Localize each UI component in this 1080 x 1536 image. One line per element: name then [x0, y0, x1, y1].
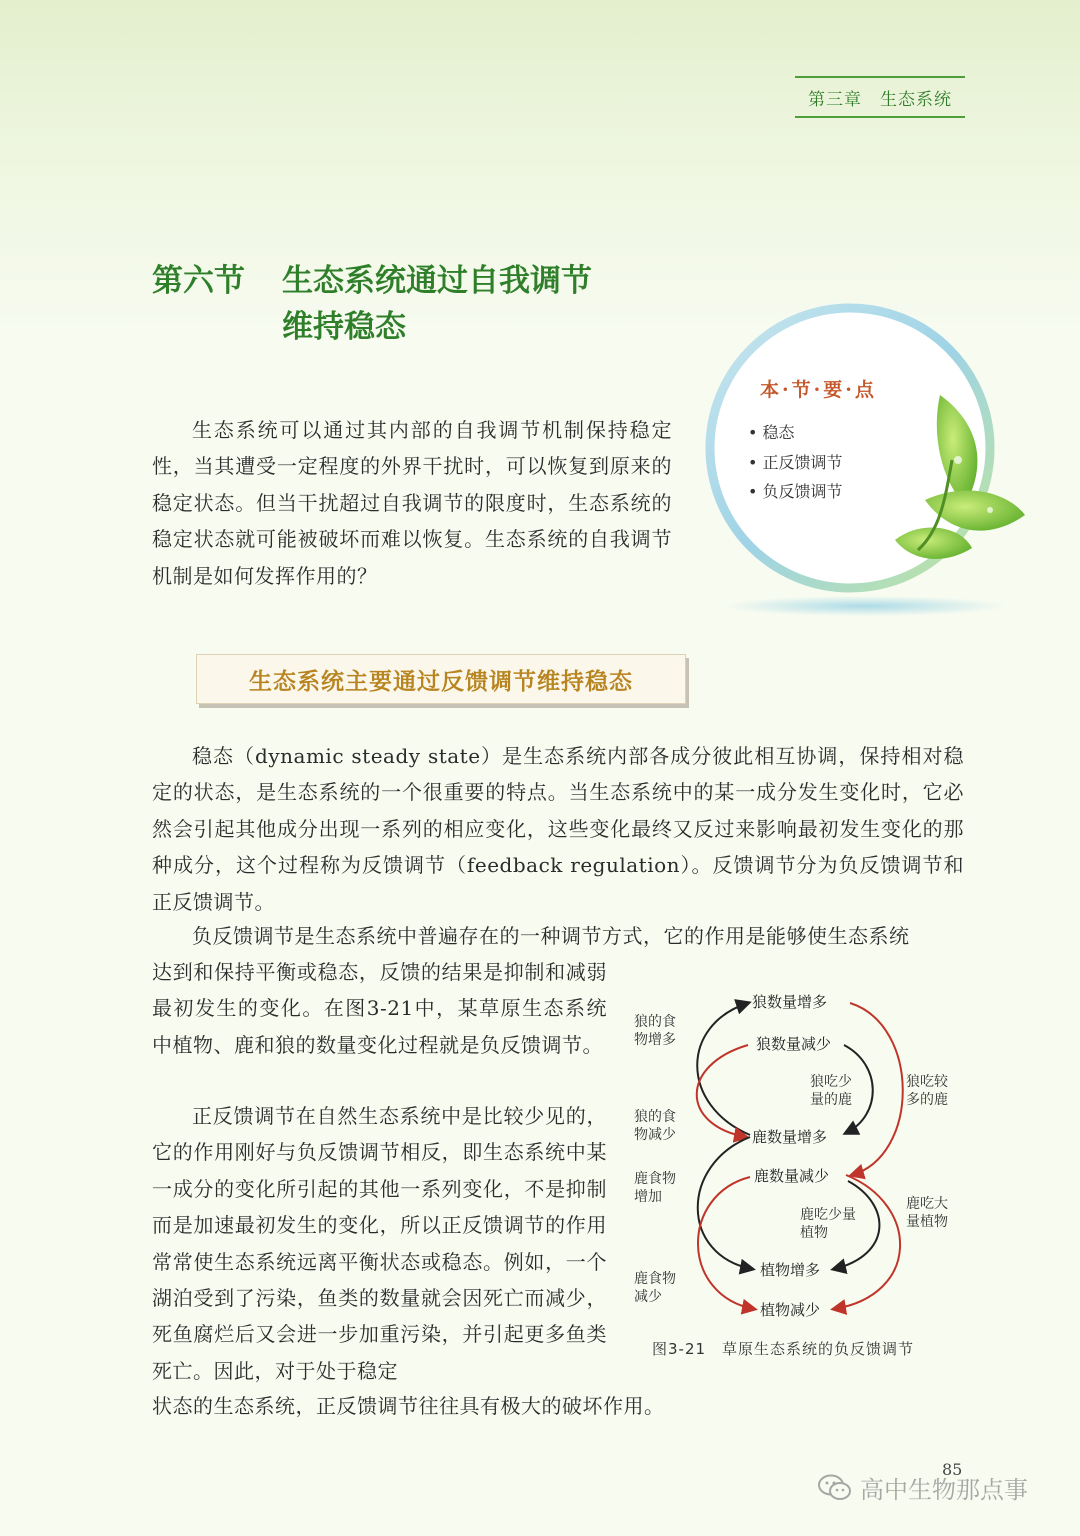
label-wolf-eat-less: 狼吃少: [810, 1074, 852, 1090]
watermark-text: 高中生物那点事: [860, 1476, 1028, 1504]
node-plant-up: 植物增多: [760, 1261, 821, 1279]
node-deer-up: 鹿数量增多: [752, 1128, 828, 1146]
key-points-graphic: [690, 300, 1050, 630]
key-point-item: • 正反馈调节: [748, 448, 843, 478]
label-deer-food-down: 鹿食物: [634, 1271, 676, 1287]
paragraph-steady-state: 稳态（dynamic steady state）是生态系统内部各成分彼此相互协调，保持相对稳定的状态，是生态系统的一个很重要的特点。当生态系统中的某一成分发生变化时，它必然会引起其他成分出现一系列的相应变化，这些变化最终又反过来影响最初发生变化的那种成分，这个过程称为反馈调节（feedback regulation）。反馈调节分为负反馈调节和正反馈调节。: [152, 744, 964, 914]
label-deer-eat-less: 鹿吃少量: [800, 1207, 856, 1223]
label-wolf-food-down-2: 物减少: [634, 1127, 676, 1143]
paragraph-positive-feedback: 正反馈调节在自然生态系统中是比较少见的，它的作用刚好与负反馈调节相反，即生态系统中某一成分的变化所引起的其他一系列变化，不是抑制而是加速最初发生的变化，所以正反馈调节的作用常常使生态系统远离平衡状态或稳态。例如，一个湖泊受到了污染，鱼类的数量就会因死亡而减少，死鱼腐烂后又会进一步加重污染，并引起更多鱼类死亡。因此，对于处于稳定: [152, 1104, 607, 1383]
paragraph-negative-feedback: 达到和保持平衡或稳态，反馈的结果是抑制和减弱最初发生的变化。在图3-21中，某草原生态系统中植物、鹿和狼的数量变化过程就是负反馈调节。: [152, 960, 607, 1057]
node-wolf-up: 狼数量增多: [752, 993, 828, 1011]
label-deer-food-up-2: 增加: [634, 1189, 662, 1205]
label-deer-eat-more: 鹿吃大: [906, 1196, 948, 1212]
key-point-item: • 稳态: [748, 418, 843, 448]
label-wolf-food-up: 狼的食: [634, 1014, 676, 1030]
intro-paragraph: 生态系统可以通过其内部的自我调节机制保持稳定性，当其遭受一定程度的外界干扰时，可以恢复到原来的稳定状态。但当干扰超过自我调节的限度时，生态系统的稳定状态就可能被破坏而难以恢复。生态系统的自我调节机制是如何发挥作用的？: [152, 418, 672, 588]
label-deer-food-down-2: 减少: [634, 1289, 662, 1305]
label-deer-food-up: 鹿食物: [634, 1171, 676, 1187]
chapter-tag: 第三章 生态系统: [795, 76, 965, 118]
node-deer-down: 鹿数量减少: [754, 1167, 830, 1185]
label-wolf-food-down: 狼的食: [634, 1109, 676, 1125]
label-wolf-food-up-2: 物增多: [634, 1032, 676, 1048]
arrow-black: [834, 1181, 879, 1269]
arrow-black: [698, 1137, 752, 1269]
label-wolf-eat-more-2: 多的鹿: [906, 1092, 948, 1108]
key-points-list: [748, 418, 843, 507]
node-wolf-down: 狼数量减少: [756, 1035, 832, 1053]
figure-caption: 图3-21 草原生态系统的负反馈调节: [652, 1340, 915, 1358]
section-number: 第六节: [152, 263, 245, 299]
paragraph-positive-feedback-end: 状态的生态系统，正反馈调节往往具有极大的破坏作用。: [152, 1394, 665, 1418]
arrow-red: [850, 1003, 903, 1175]
figure-negative-feedback-diagram: [620, 985, 980, 1365]
section-title-line2: 维持稳态: [282, 309, 406, 345]
subheading: 生态系统主要通过反馈调节维持稳态: [196, 654, 686, 704]
wechat-icon: [818, 1474, 852, 1502]
label-wolf-eat-more: 狼吃较: [906, 1074, 948, 1090]
section-title-line1: 生态系统通过自我调节: [282, 263, 592, 299]
key-points-title: 本·节·要·点: [760, 379, 877, 401]
label-deer-eat-more-2: 量植物: [906, 1214, 948, 1230]
section-title: [152, 258, 592, 350]
label-deer-eat-less-2: 植物: [800, 1225, 828, 1241]
page-number: 85: [942, 1460, 963, 1479]
arrow-red: [697, 1045, 748, 1137]
node-plant-down: 植物减少: [760, 1301, 821, 1319]
arrow-red: [698, 1177, 754, 1309]
key-point-item: • 负反馈调节: [748, 477, 843, 507]
watermark: [818, 1470, 1028, 1505]
paragraph-negative-feedback-line1: 负反馈调节是生态系统中普遍存在的一种调节方式，它的作用是能够使生态系统: [192, 924, 910, 948]
label-wolf-eat-less-2: 量的鹿: [810, 1092, 852, 1108]
